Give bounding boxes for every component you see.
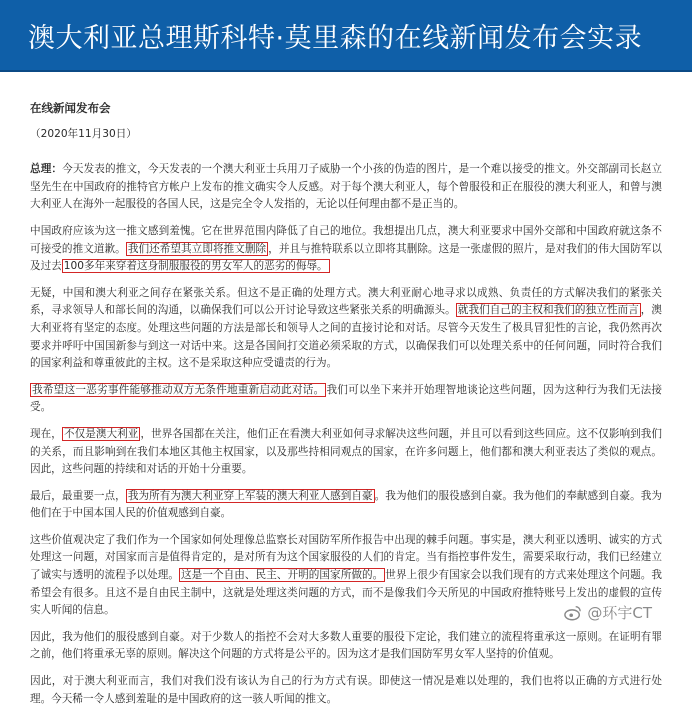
highlight-insult: 100多年来穿着这身制服服役的男女军人的恶劣的侮辱。 [63,260,328,273]
watermark-text: @环宇CT [587,604,652,622]
paragraph-7-text-b: 世界上很少有国家会以我们现有的方式来处理这个问题。我希望会有很多。且这不是自由民主制中，这就是处理这类问题的方式，而不是像我们今天所见的中国政府推特账号上发出的虚假的宣传实人听闻的信息。 [30,569,663,617]
watermark [564,602,652,623]
paragraph-6-text-b: 。我为他们的服役感到自豪。我为他们的奉献感到自豪。我为他们在于中国本国人民的价值观感到自豪。 [30,489,663,520]
highlight-proud: 我为所有为澳大利亚穿上军装的澳大利亚人感到自豪 [127,489,373,502]
paragraph-4 [30,382,662,417]
speaker-label: 总理： [30,163,63,176]
highlight-not-only-australia: 不仅是澳大利亚 [63,427,139,440]
paragraph-3-text-a: 无疑，中国和澳大利亚之间存在紧张关系。但这不是正确的处理方式。澳大利亚耐心地寻求以成熟、负责任的方式解决我们的紧张关系，寻求领导人和部长间的沟通，以确保我们可以公开讨论导致这些紧张关系的明确源头。 [30,286,662,317]
document-heading: 在线新闻发布会 [30,101,111,115]
paragraph-6-text-a: 最后，最重要一点， [30,489,126,502]
paragraph-2 [30,223,662,276]
paragraph-9: 因此，对于澳大利亚而言，我们对我们没有该认为自己的行为方式有误。即使这一情况是难以处理的，我们也将以正确的方式进行处理。今天稀一令人感到羞耻的是中国政府的这一骇人听闻的推文。 [30,675,662,705]
banner-divider [0,70,692,72]
document-body [30,100,662,717]
highlight-sovereignty: 就我们自己的主权和我们的独立性而言 [457,304,639,317]
paragraph-1-text: 今天发表的推文，今天发表的一个澳大利亚士兵用刀子威胁一个小孩的伪造的图片，是一个难以接受的推文。外交部副司长赵立坚先生在中国政府的推特官方帐户上发布的推文确实令人反感。对于每个澳大利亚人，每个曾服役和正在服役的澳大利亚人，和曾与澳大利亚人在海外一起服役的各国人民，这是完全令人发指的，无论以任何理由都不是正当的。 [30,163,663,211]
paragraph-8: 因此，我为他们的服役感到自豪。对于少数人的指控不会对大多数人重要的服役下定论，我们建立的流程将重承这一原则。在证明有罪之前，他们将重承无辜的原则。解决这个问题的方式将是公平的。因为这才是我们国防军男女军人坚持的价值观。 [30,630,662,661]
paragraph-1 [30,161,662,214]
paragraph-2-text-b: ，并且与推特联系以立即将其删除。这是一张虚假的照片，是对我们的伟大国防军以及过去 [30,242,663,273]
paragraph-7-text-a: 这些价值观决定了我们作为一个国家如何处理像总监察长对国防军所作报告中出现的棘手问题。事实是，澳大利亚以透明、诚实的方式处理这一问题，对国家而言是值得肯定的，是对所有为这个国家服役的人们的肯定。当有指控事件发生，需要采取行动，我们已经建立了诚实与透明的流程予以处理。 [30,533,662,582]
paragraph-5-text-a: 现在， [30,427,62,440]
paragraph-3-text-b: ，澳大利亚将有坚定的态度。处理这些问题的方法是部长和领导人之间的直接讨论和对话。尽管今天发生了极具冒犯性的言论，我仍然再次要求并呼吁中国国新参与到这一对话中来。这是各国间打交道必须采取的方式，以确保我们可以处理关系中的任何问题，同时符合我们的国家利益和尊重彼此的主权。这不是采取这种应受谴责的行为。 [30,304,663,370]
paragraph-3 [30,285,662,373]
paragraph-2-text-a: 中国政府应该为这一推文感到羞愧。它在世界范围内降低了自己的地位。我想提出几点，澳大利亚要求中国外交部和中国政府就这条不可接受的推文道歉。 [30,224,662,255]
paragraph-5-text-b: ，世界各国都在关注，他们正在看澳大利亚如何寻求解决这些问题，并且可以看到这些回应。这不仅影响到我们的关系，而且影响到在我们本地区其他主权国家，以及那些持相同观点的国家，在许多问题上，他们都和澳大利亚表达了类似的观点。因此，这些问题的持续和对话的开始十分重要。 [30,427,662,476]
highlight-restart-dialogue: 我希望这一恶劣事件能够推动双方无条件地重新启动此对话。 [32,383,325,396]
paragraph-4-text: 我们可以坐下来并开始理智地谈论这些问题，因为这种行为我们无法接受。 [30,383,662,414]
weibo-icon [564,604,582,622]
paragraph-6 [30,488,662,523]
document-date: （2020年11月30日） [30,127,137,140]
header-banner [0,0,692,70]
highlight-delete-tweet: 我们还希望其立即将推文删除 [127,242,267,255]
banner-title: 澳大利亚总理斯科特·莫里森的在线新闻发布会实录 [28,22,643,54]
paragraph-5 [30,426,662,479]
highlight-free-democratic: 这是一个自由、民主、开明的国家所做的。 [181,569,384,582]
